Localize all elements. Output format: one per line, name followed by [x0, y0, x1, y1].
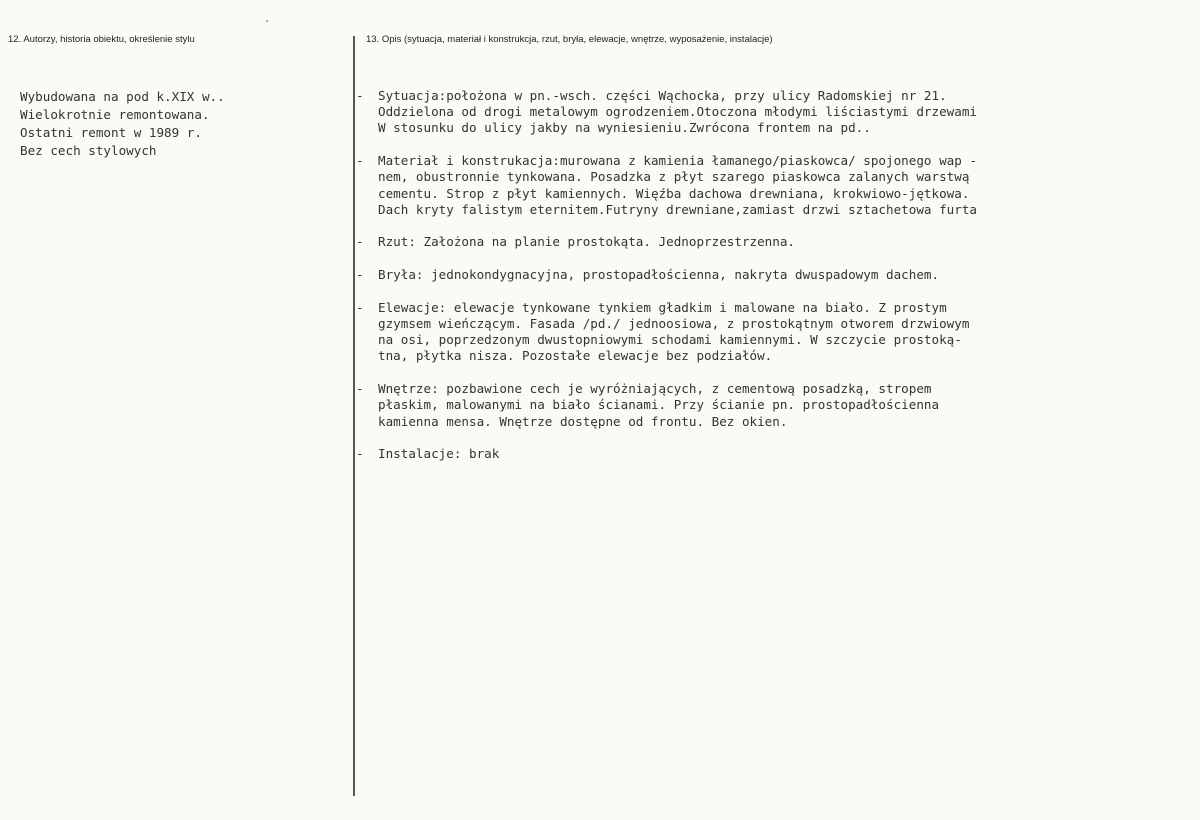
section-interior [356, 381, 1186, 430]
description-line: Elewacje: elewacje tynkowane tynkiem gładkim i malowane na biało. Z prostym [378, 299, 947, 315]
history-line: Wielokrotnie remontowana. [20, 107, 210, 122]
bullet-dash: - [356, 88, 364, 103]
history-line: Wybudowana na pod k.XIX w.. [20, 89, 225, 104]
description-line: Rzut: Założona na planie prostokąta. Jednoprzestrzenna. [378, 234, 796, 250]
section-12-header: 12. Autorzy, historia obiektu, określenie stylu [8, 34, 195, 45]
section-mass [356, 267, 1186, 283]
description-line: na osi, poprzedzonym dwustopniowymi schodami kamiennymi. W szczycie prostoką- [378, 332, 962, 348]
description-line: płaskim, malowanymi na biało ścianami. Przy ścianie pn. prostopadłościenna [378, 397, 940, 413]
ink-dot [266, 20, 268, 22]
description-line: Dach kryty falistym eternitem.Futryny drewniane,zamiast drzwi sztachetowa furta [378, 201, 977, 217]
bullet-dash: - [356, 299, 364, 315]
description-line: kamienna mensa. Wnętrze dostępne od frontu. Bez okien. [378, 413, 788, 429]
section-situation [356, 88, 1186, 137]
bullet-dash: - [356, 153, 364, 169]
description-line: Sytuacja:położona w pn.-wsch. części Wąchocka, przy ulicy Radomskiej nr 21. [378, 88, 947, 103]
description-line: tna, płytka nisza. Pozostałe elewacje bez podziałów. [378, 348, 773, 364]
description-line: gzymsem wieńczącym. Fasada /pd./ jednoosiowa, z prostokątnym otworem drzwiowym [378, 316, 970, 332]
section-plan [356, 234, 1186, 250]
bullet-dash: - [356, 446, 364, 462]
description-line: W stosunku do ulicy jakby na wyniesieniu.Zwrócona frontem na pd.. [378, 120, 871, 136]
section-installations [356, 446, 1186, 462]
section-elevations [356, 300, 1186, 365]
section-material [356, 153, 1186, 218]
bullet-dash: - [356, 234, 364, 250]
bullet-dash: - [356, 267, 364, 283]
description-line: nem, obustronnie tynkowana. Posadzka z płyt szarego piaskowca zalanych warstwą [378, 169, 970, 185]
history-line: Ostatni remont w 1989 r. [20, 125, 202, 140]
description-line: Wnętrze: pozbawione cech je wyróżniających, z cementową posadzką, stropem [378, 381, 932, 397]
bullet-dash: - [356, 381, 364, 397]
history-line: Bez cech stylowych [20, 143, 157, 158]
description-line: Oddzielona od drogi metalowym ogrodzeniem.Otoczona młodymi liściastymi drzewami [378, 104, 977, 120]
section-13-header: 13. Opis (sytuacja, materiał i konstrukcja, rzut, bryła, elewacje, wnętrze, wyposażenie, instalacje) [366, 34, 773, 45]
history-text [20, 88, 340, 160]
description-line: Bryła: jednokondygnacyjna, prostopadłościenna, nakryta dwuspadowym dachem. [378, 267, 940, 283]
description-text [356, 88, 1186, 479]
column-divider [353, 36, 355, 796]
description-line: cementu. Strop z płyt kamiennych. Więźba dachowa drewniana, krokwiowo-jętkowa. [378, 185, 970, 201]
description-line: Instalacje: brak [378, 446, 500, 462]
description-line: Materiał i konstrukacja:murowana z kamienia łamanego/piaskowca/ spojonego wap - [378, 153, 977, 169]
